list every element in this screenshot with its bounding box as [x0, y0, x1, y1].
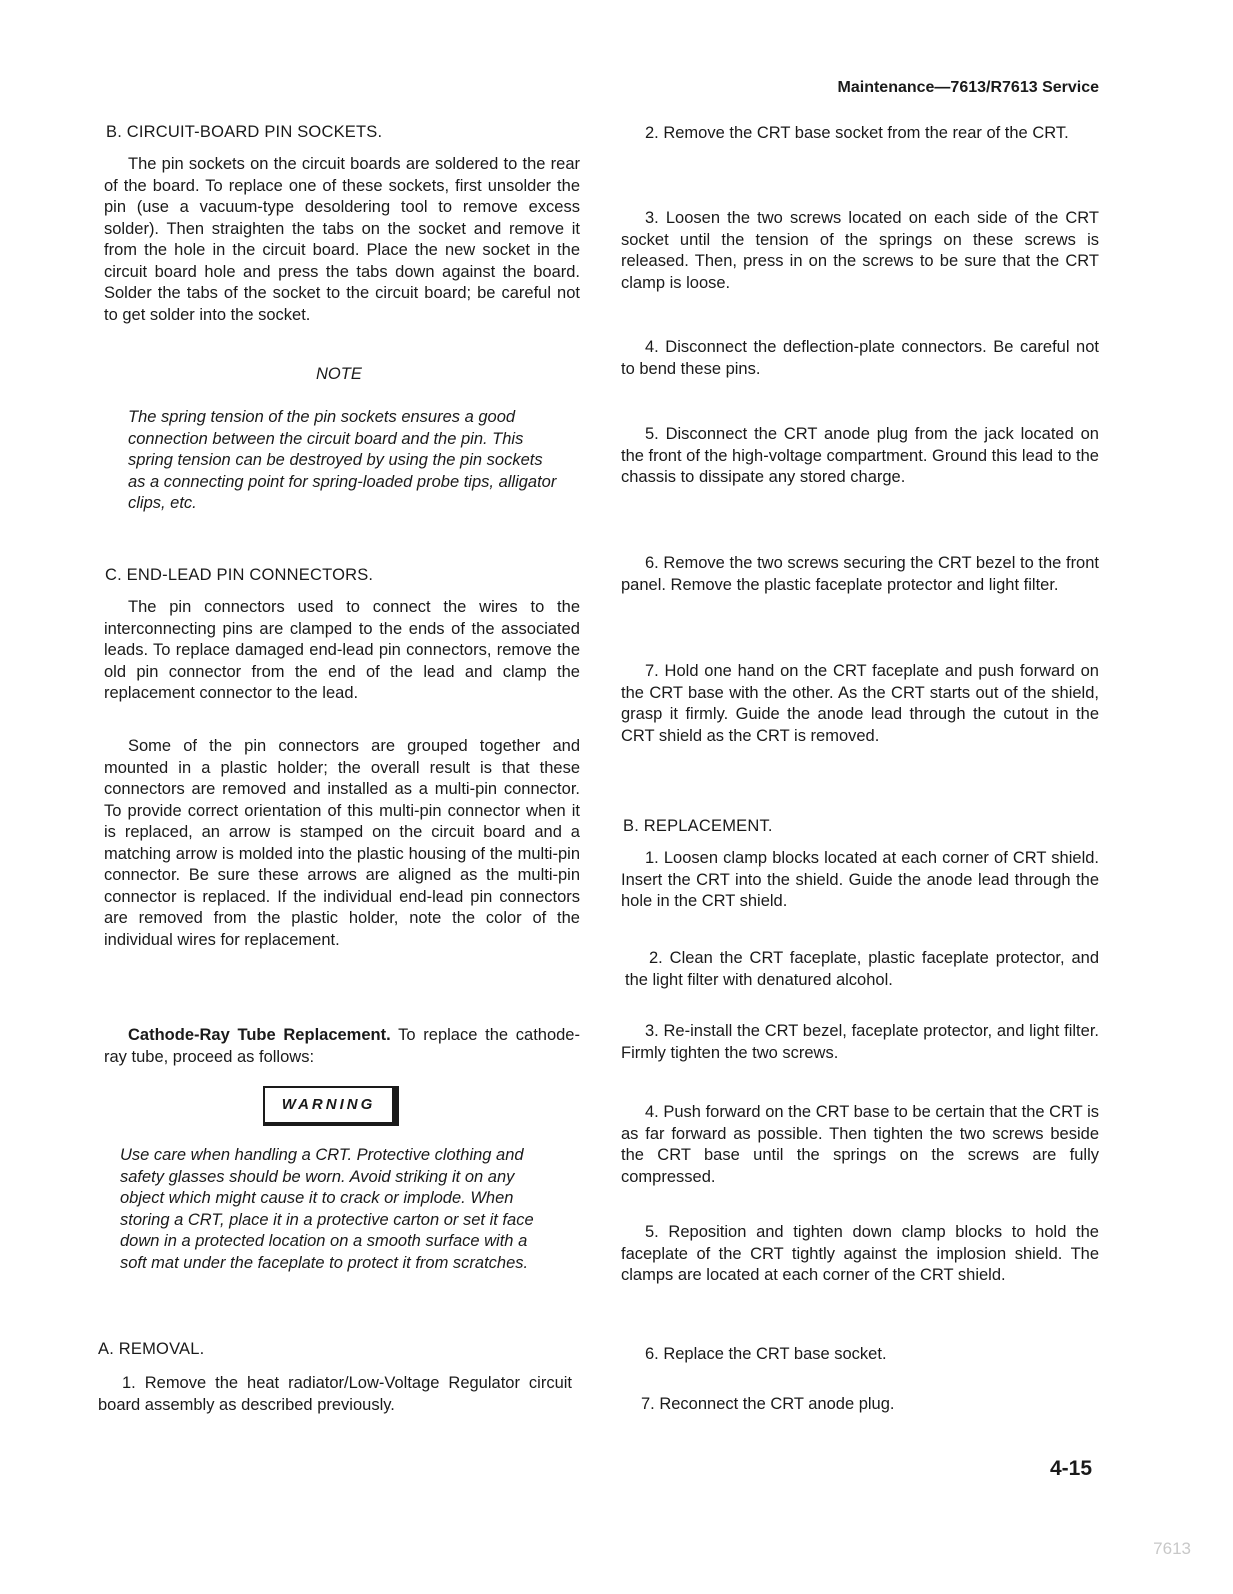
- replacement-step-4: 4. Push forward on the CRT base to be certain that the CRT is as far forward as possible. Then tighten the two screws beside the CRT base until the springs on the screws are fully compressed.: [621, 1103, 1099, 1186]
- crt-replacement-text: To replace the cathode-ray tube, proceed as follows:: [104, 1026, 580, 1066]
- running-header: Maintenance—7613/R7613 Service: [837, 79, 1099, 96]
- page-number: 4-15: [1049, 1457, 1092, 1480]
- replacement-step-2: 2. Clean the CRT faceplate, plastic faceplate protector, and the light filter with denatured alcohol.: [625, 949, 1099, 989]
- section-b-replacement-heading: B. REPLACEMENT.: [623, 817, 773, 835]
- removal-step-5: 5. Disconnect the CRT anode plug from the jack located on the front of the high-voltage compartment. Ground this lead to the chassis to dissipate any stored charge.: [621, 425, 1099, 486]
- replacement-step-1: 1. Loosen clamp blocks located at each corner of CRT shield. Insert the CRT into the shield. Guide the anode lead through the hole in the CRT shield.: [621, 849, 1099, 910]
- removal-step-1: 1. Remove the heat radiator/Low-Voltage Regulator circuit board assembly as described previously.: [98, 1374, 572, 1414]
- warning-badge: WARNING: [263, 1086, 399, 1126]
- warning-text: Use care when handling a CRT. Protective clothing and safety glasses should be worn. Avoid striking it on any object which might cause it to crack or implode. When storing a CRT, place it in a protective carton or set it face down in a protected location on a smooth surface with a soft mat under the faceplate to protect it from scratches.: [120, 1146, 534, 1272]
- removal-step-7: 7. Hold one hand on the CRT faceplate and push forward on the CRT base with the other. As the CRT starts out of the shield, grasp it firmly. Guide the anode lead through the cutout in the CRT shield as the CRT is removed.: [621, 662, 1099, 745]
- crt-replacement-intro: [104, 1025, 580, 1068]
- replacement-step-6: 6. Replace the CRT base socket.: [645, 1345, 887, 1363]
- replacement-step-5: 5. Reposition and tighten down clamp blocks to hold the faceplate of the CRT tightly against the implosion shield. The clamps are located at each corner of the CRT shield.: [621, 1223, 1099, 1284]
- note-text: The spring tension of the pin sockets ensures a good connection between the circuit board and the pin. This spring tension can be destroyed by using the pin sockets as a connecting point for spring-loaded probe tips, alligator clips, etc.: [128, 408, 557, 512]
- section-b-heading: B. CIRCUIT-BOARD PIN SOCKETS.: [106, 123, 383, 141]
- removal-step-2: 2. Remove the CRT base socket from the rear of the CRT.: [645, 124, 1069, 142]
- section-b-paragraph: The pin sockets on the circuit boards are soldered to the rear of the board. To replace one of these sockets, first unsolder the pin (use a vacuum-type desoldering tool to remove excess solder). Then straighten the tabs on the socket and remove it from the hole in the circuit board. Place the new socket in the circuit board hole and press the tabs down against the board. Solder the tabs of the socket to the circuit board; be careful not to get solder into the socket.: [104, 155, 580, 324]
- removal-step-4: 4. Disconnect the deflection-plate connectors. Be careful not to bend these pins.: [621, 338, 1099, 378]
- replacement-step-3: 3. Re-install the CRT bezel, faceplate protector, and light filter. Firmly tighten the two screws.: [621, 1022, 1099, 1062]
- section-c-heading: C. END-LEAD PIN CONNECTORS.: [105, 566, 374, 584]
- section-a-heading: A. REMOVAL.: [98, 1340, 205, 1358]
- crt-replacement-lead: Cathode-Ray Tube Replacement.: [128, 1026, 391, 1044]
- replacement-step-7: 7. Reconnect the CRT anode plug.: [641, 1395, 895, 1413]
- section-c-paragraph-1: The pin connectors used to connect the wires to the interconnecting pins are clamped to the ends of the associated leads. To replace damaged end-lead pin connectors, remove the old pin connector from the end of the lead and clamp the replacement connector to the lead.: [104, 598, 580, 702]
- removal-step-6: 6. Remove the two screws securing the CRT bezel to the front panel. Remove the plastic faceplate protector and light filter.: [621, 554, 1099, 594]
- section-c-paragraph-2: Some of the pin connectors are grouped together and mounted in a plastic holder; the overall result is that these connectors are removed and installed as a multi-pin connector. To provide correct orientation of this multi-pin connector when it is replaced, an arrow is stamped on the circuit board and a matching arrow is molded into the plastic housing of the multi-pin connector. Be sure these arrows are aligned as the multi-pin connector is replaced. If the individual end-lead pin connectors are removed from the plastic holder, note the color of the individual wires for replacement.: [104, 737, 580, 949]
- corner-watermark: 7613: [1153, 1539, 1191, 1558]
- removal-step-3: 3. Loosen the two screws located on each side of the CRT socket until the tension of the springs on these screws is released. Then, press in on the screws to be sure that the CRT clamp is loose.: [621, 209, 1099, 292]
- note-title: NOTE: [316, 365, 362, 383]
